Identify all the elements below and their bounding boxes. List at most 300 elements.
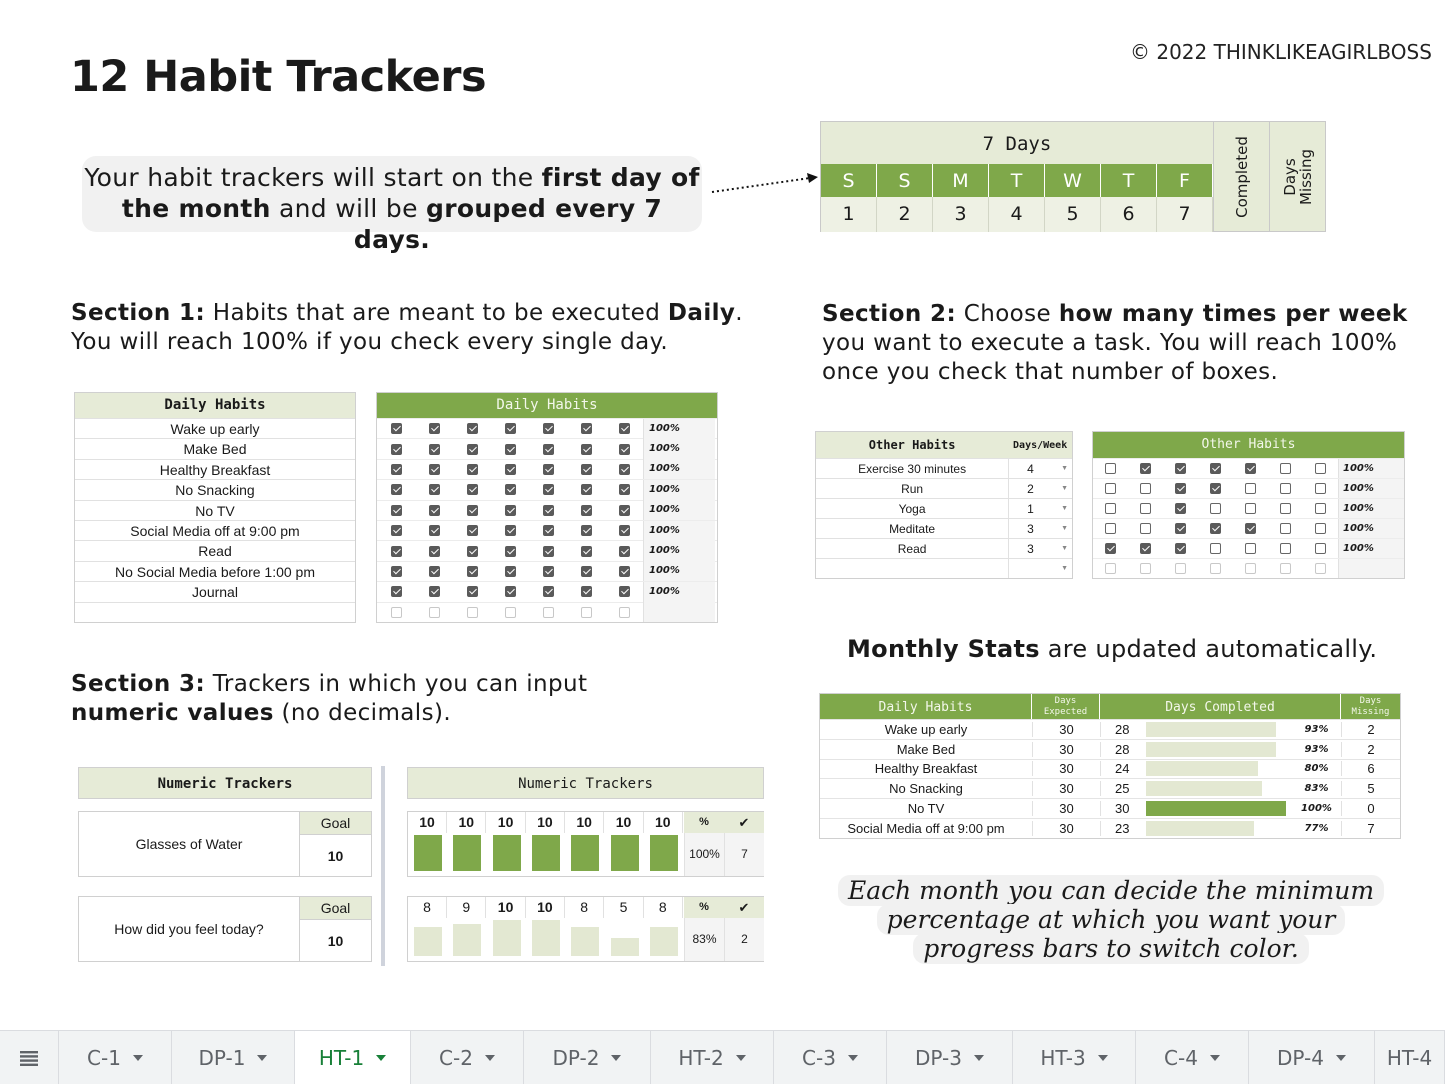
other-habit-checkbox[interactable] (1175, 463, 1186, 474)
habit-checkbox[interactable] (391, 444, 402, 455)
other-habit-checkbox[interactable] (1140, 503, 1151, 514)
other-habit-checkbox[interactable] (1280, 523, 1291, 534)
check-header: ✔ (724, 897, 764, 918)
habit-percent: 100% (643, 480, 715, 500)
habit-checkbox[interactable] (429, 505, 440, 516)
other-habit-percent: 100% (1338, 479, 1404, 498)
habit-checkbox[interactable] (581, 525, 592, 536)
goal-label: Goal (299, 812, 371, 834)
numeric-bar (571, 927, 599, 956)
other-checkbox-row (1093, 478, 1404, 498)
other-habit-checkbox[interactable] (1280, 483, 1291, 494)
numeric-value-input[interactable]: 9 (447, 897, 486, 918)
stats-percent: 93% (1304, 723, 1329, 735)
other-habit-checkbox[interactable] (1280, 503, 1291, 514)
other-habit-checkbox[interactable] (1175, 503, 1186, 514)
stats-completed: 23 (1100, 821, 1146, 836)
numeric-value-input[interactable]: 8 (408, 897, 447, 918)
habit-checkbox-row (377, 479, 717, 499)
habit-checkbox-row (377, 540, 717, 560)
sheet-tab-dp-3[interactable] (887, 1031, 1013, 1084)
numeric-trackers-grid (407, 767, 764, 946)
other-habit-checkbox[interactable] (1210, 563, 1221, 574)
habit-checkbox[interactable] (505, 566, 516, 577)
habit-checkbox[interactable] (543, 525, 554, 536)
other-habit-checkbox[interactable] (1140, 463, 1151, 474)
section-3-label: Section 3: (71, 671, 206, 697)
habit-checkbox[interactable] (429, 525, 440, 536)
other-habit-checkbox[interactable] (1175, 543, 1186, 554)
numeric-bar (611, 938, 639, 956)
other-habit-checkbox[interactable] (1210, 483, 1221, 494)
sheet-tab-label: C-1 (87, 1046, 121, 1070)
numeric-value-input[interactable]: 10 (644, 812, 683, 833)
other-habit-checkbox[interactable] (1210, 503, 1221, 514)
habit-checkbox[interactable] (505, 607, 516, 618)
section-1-bold: Daily (667, 300, 736, 326)
habit-checkbox[interactable] (429, 484, 440, 495)
percent-header: % (684, 812, 724, 833)
numeric-value-input[interactable]: 10 (408, 812, 447, 833)
days-per-week-select[interactable] (1008, 539, 1072, 558)
habit-checkbox[interactable] (467, 505, 478, 516)
numeric-percent: 100% (684, 833, 724, 876)
stats-row (820, 778, 1400, 798)
page-title: 12 Habit Trackers (70, 52, 487, 102)
stats-expected: 30 (1032, 821, 1100, 836)
habit-checkbox[interactable] (505, 505, 516, 516)
other-habit-checkbox[interactable] (1245, 523, 1256, 534)
habit-checkbox[interactable] (619, 423, 630, 434)
numeric-bar (414, 835, 442, 871)
progress-bar-fill (1146, 761, 1258, 776)
sheet-tab-c-4[interactable] (1136, 1031, 1249, 1084)
stats-habit-name: Wake up early (884, 721, 968, 737)
numeric-value-input[interactable]: 10 (487, 812, 526, 833)
other-habit-checkbox[interactable] (1105, 463, 1116, 474)
habit-row: Read (75, 540, 355, 560)
other-habit-row (816, 458, 1072, 478)
numeric-tracker-name: How did you feel today? (114, 921, 264, 937)
stats-completed: 28 (1100, 742, 1146, 757)
habit-checkbox[interactable] (429, 444, 440, 455)
weekday-cell: F (1157, 164, 1213, 197)
sheet-tab-ht-2[interactable] (651, 1031, 774, 1084)
other-habit-checkbox[interactable] (1315, 463, 1326, 474)
tab-dropdown-icon[interactable] (1098, 1055, 1108, 1061)
progress-track (1146, 742, 1292, 757)
stats-completed: 28 (1100, 722, 1146, 737)
habit-row: No Social Media before 1:00 pm (75, 561, 355, 581)
other-habit-checkbox[interactable] (1245, 543, 1256, 554)
stats-percent: 93% (1304, 743, 1329, 755)
other-habit-row (816, 518, 1072, 538)
section-3-description (71, 670, 631, 728)
sheet-tab-label: HT-4 (1386, 1046, 1433, 1070)
habit-checkbox[interactable] (505, 525, 516, 536)
dropdown-caret-icon: ▼ (1061, 545, 1068, 552)
other-checkbox-row (1093, 518, 1404, 538)
other-habit-checkbox[interactable] (1105, 503, 1116, 514)
numeric-value-input[interactable]: 10 (487, 897, 526, 918)
habit-checkbox[interactable] (391, 607, 402, 618)
stats-expected: 30 (1032, 722, 1100, 737)
sheet-tab-ht-4[interactable] (1375, 1031, 1445, 1084)
habit-row: No TV (75, 500, 355, 520)
habit-checkbox[interactable] (581, 484, 592, 495)
progress-color-note (835, 876, 1387, 963)
intro-bold-1: first day of the month (121, 163, 700, 223)
stats-expected: 30 (1032, 761, 1100, 776)
habit-checkbox[interactable] (581, 546, 592, 557)
other-grid-header: Other Habits (1093, 432, 1404, 458)
sheet-tab-label: HT-1 (318, 1046, 365, 1070)
habit-checkbox[interactable] (619, 444, 630, 455)
numeric-grid-header: Numeric Trackers (407, 767, 764, 799)
habit-checkbox[interactable] (429, 423, 440, 434)
numeric-value-input[interactable]: 8 (644, 897, 683, 918)
numeric-bar (650, 835, 678, 871)
habit-checkbox-row (377, 520, 717, 540)
numeric-value-input[interactable]: 10 (526, 897, 565, 918)
habit-checkbox-row (377, 459, 717, 479)
other-habit-checkbox[interactable] (1245, 463, 1256, 474)
habit-checkbox[interactable] (581, 566, 592, 577)
progress-bar-fill (1146, 722, 1276, 737)
dropdown-caret-icon: ▼ (1061, 505, 1068, 512)
habit-checkbox[interactable] (543, 423, 554, 434)
habit-checkbox[interactable] (391, 464, 402, 475)
other-habit-checkbox[interactable] (1105, 543, 1116, 554)
habit-checkbox[interactable] (619, 484, 630, 495)
habit-checkbox[interactable] (543, 464, 554, 475)
sheet-tab-label: DP-3 (915, 1046, 962, 1070)
days-per-week-select[interactable] (1008, 519, 1072, 538)
habit-checkbox[interactable] (505, 484, 516, 495)
sheet-tab-dp-1[interactable] (172, 1031, 295, 1084)
habit-percent (643, 602, 715, 622)
numeric-bar (571, 835, 599, 871)
habit-row: No Snacking (75, 479, 355, 499)
sheet-tab-c-3[interactable] (774, 1031, 887, 1084)
other-habit-name: Read (897, 541, 927, 556)
tab-dropdown-icon[interactable] (611, 1055, 621, 1061)
other-habit-checkbox[interactable] (1210, 543, 1221, 554)
other-habit-checkbox[interactable] (1140, 543, 1151, 554)
numeric-value-input[interactable]: 8 (565, 897, 604, 918)
sheet-tab-ht-3[interactable] (1013, 1031, 1136, 1084)
tab-dropdown-icon[interactable] (133, 1055, 143, 1061)
tab-dropdown-icon[interactable] (736, 1055, 746, 1061)
section-2-bold: how many times per week (1058, 301, 1408, 327)
stats-completed: 30 (1100, 801, 1146, 816)
days-per-week-value: 2 (1027, 481, 1034, 496)
progress-bar-fill (1146, 781, 1262, 796)
numeric-count: 7 (724, 833, 764, 876)
habit-checkbox[interactable] (543, 566, 554, 577)
week-title: 7 Days (982, 133, 1052, 155)
other-habit-checkbox[interactable] (1315, 523, 1326, 534)
habit-checkbox[interactable] (391, 586, 402, 597)
habit-checkbox[interactable] (467, 423, 478, 434)
other-habit-checkbox[interactable] (1140, 523, 1151, 534)
other-habit-checkbox[interactable] (1105, 483, 1116, 494)
stats-missing: 2 (1341, 742, 1400, 757)
habit-checkbox[interactable] (581, 505, 592, 516)
habit-percent: 100% (643, 541, 715, 561)
habit-checkbox[interactable] (543, 484, 554, 495)
monthly-stats-table (819, 693, 1401, 839)
habit-percent: 100% (643, 419, 715, 439)
stats-completed-header: Days Completed (1100, 694, 1341, 719)
other-habit-row (816, 538, 1072, 558)
percent-header: % (684, 897, 724, 918)
stats-expected: 30 (1032, 781, 1100, 796)
intro-text-1: Your habit trackers will start on the (84, 163, 542, 192)
stats-habit-name: Healthy Breakfast (874, 761, 978, 777)
other-habit-name: Run (901, 481, 924, 496)
other-habit-checkbox[interactable] (1280, 543, 1291, 554)
other-habit-checkbox[interactable] (1315, 543, 1326, 554)
other-habit-checkbox[interactable] (1175, 523, 1186, 534)
other-habit-checkbox[interactable] (1140, 483, 1151, 494)
other-habit-checkbox[interactable] (1280, 463, 1291, 474)
numeric-bar (453, 835, 481, 871)
stats-expected: 30 (1032, 742, 1100, 757)
habit-checkbox[interactable] (505, 444, 516, 455)
other-habit-row (816, 498, 1072, 518)
completed-label: Completed (1232, 136, 1251, 218)
stats-missing: 2 (1341, 722, 1400, 737)
habit-percent: 100% (643, 561, 715, 581)
other-habit-checkbox[interactable] (1315, 483, 1326, 494)
habit-checkbox[interactable] (505, 464, 516, 475)
weekday-cell: M (933, 164, 989, 197)
numeric-bar (611, 835, 639, 871)
dotted-arrow-icon (710, 168, 820, 196)
stats-habit-name: Social Media off at 9:00 pm (847, 820, 1005, 836)
habit-checkbox[interactable] (467, 484, 478, 495)
sheet-tab-label: C-4 (1164, 1046, 1198, 1070)
habit-checkbox[interactable] (543, 607, 554, 618)
numeric-value-input[interactable]: 10 (605, 812, 644, 833)
habit-checkbox[interactable] (581, 444, 592, 455)
day-number-cell: 6 (1101, 197, 1157, 232)
days-per-week-select[interactable] (1008, 459, 1072, 478)
sheet-tab-ht-1[interactable] (295, 1031, 411, 1084)
habit-checkbox[interactable] (391, 525, 402, 536)
other-habit-name: Yoga (898, 501, 926, 516)
other-habit-checkbox[interactable] (1280, 563, 1291, 574)
numeric-value-input[interactable]: 5 (605, 897, 644, 918)
sheet-tab-c-1[interactable] (59, 1031, 172, 1084)
days-per-week-value: 4 (1027, 461, 1034, 476)
numeric-value-input[interactable]: 10 (447, 812, 486, 833)
habit-checkbox[interactable] (543, 546, 554, 557)
check-header: ✔ (724, 812, 764, 833)
days-per-week-select[interactable] (1008, 559, 1072, 578)
stats-row (820, 719, 1400, 739)
daily-habits-header: Daily Habits (75, 393, 355, 418)
progress-bar-fill (1146, 742, 1276, 757)
habit-checkbox[interactable] (505, 586, 516, 597)
stats-percent: 80% (1304, 763, 1329, 775)
section-2-text: Choose (956, 301, 1059, 327)
weekday-cell: T (989, 164, 1045, 197)
progress-track (1146, 722, 1292, 737)
habit-checkbox[interactable] (619, 586, 630, 597)
numeric-bar (493, 835, 521, 871)
stats-missing-header: Days Missing (1351, 696, 1390, 717)
habit-checkbox[interactable] (505, 423, 516, 434)
other-checkbox-row (1093, 558, 1404, 578)
other-habit-checkbox[interactable] (1245, 503, 1256, 514)
habit-checkbox[interactable] (581, 586, 592, 597)
sheet-tab-dp-2[interactable] (524, 1031, 651, 1084)
habit-checkbox[interactable] (467, 546, 478, 557)
other-checkbox-row (1093, 458, 1404, 478)
stats-row (820, 798, 1400, 818)
habit-checkbox[interactable] (467, 444, 478, 455)
tab-dropdown-icon[interactable] (974, 1055, 984, 1061)
day-number-cell: 4 (989, 197, 1045, 232)
numeric-value-input[interactable]: 10 (526, 812, 565, 833)
other-checkbox-row (1093, 498, 1404, 518)
habit-checkbox[interactable] (391, 423, 402, 434)
days-per-week-select[interactable] (1008, 479, 1072, 498)
dropdown-caret-icon: ▼ (1061, 485, 1068, 492)
tab-dropdown-icon[interactable] (485, 1055, 495, 1061)
habit-checkbox[interactable] (429, 586, 440, 597)
habit-checkbox[interactable] (619, 525, 630, 536)
stats-expected: 30 (1032, 801, 1100, 816)
other-habit-checkbox[interactable] (1315, 563, 1326, 574)
section-2-text-2: you want to execute a task. You will reach 100% once you check that number of boxes. (822, 330, 1398, 385)
days-per-week-select[interactable] (1008, 499, 1072, 518)
stats-completed: 24 (1100, 761, 1146, 776)
section-2-label: Section 2: (822, 301, 957, 327)
habit-percent: 100% (643, 439, 715, 459)
numeric-value-input[interactable]: 10 (565, 812, 604, 833)
goal-value-input[interactable]: 10 (299, 834, 371, 876)
tab-dropdown-icon[interactable] (1336, 1055, 1346, 1061)
habit-checkbox[interactable] (619, 566, 630, 577)
section-1-label: Section 1: (71, 300, 206, 326)
habit-checkbox[interactable] (543, 444, 554, 455)
other-habit-checkbox[interactable] (1140, 563, 1151, 574)
habit-checkbox[interactable] (391, 566, 402, 577)
other-habit-checkbox[interactable] (1315, 503, 1326, 514)
habit-checkbox[interactable] (467, 586, 478, 597)
other-habit-checkbox[interactable] (1245, 563, 1256, 574)
habit-checkbox-row (377, 438, 717, 458)
days-per-week-value: 3 (1027, 521, 1034, 536)
days-per-week-value: 3 (1027, 541, 1034, 556)
day-number-cell: 5 (1045, 197, 1101, 232)
habit-checkbox[interactable] (619, 546, 630, 557)
stats-row (820, 739, 1400, 759)
other-habit-checkbox[interactable] (1105, 523, 1116, 534)
other-habit-checkbox[interactable] (1105, 563, 1116, 574)
habit-checkbox[interactable] (619, 464, 630, 475)
habit-checkbox-row (377, 581, 717, 601)
monthly-stats-text: are updated automatically. (1039, 635, 1378, 663)
progress-track (1146, 781, 1292, 796)
other-habits-list (815, 431, 1073, 579)
habit-checkbox[interactable] (391, 505, 402, 516)
habit-checkbox[interactable] (429, 464, 440, 475)
other-habit-percent: 100% (1338, 459, 1404, 478)
numeric-tracker-grid (407, 896, 764, 962)
sheet-tab-bar (0, 1030, 1445, 1084)
section-1-description (71, 299, 771, 357)
habit-checkbox[interactable] (467, 566, 478, 577)
other-habit-checkbox[interactable] (1210, 463, 1221, 474)
progress-bar-fill (1146, 821, 1254, 836)
habit-checkbox-row (377, 500, 717, 520)
tab-dropdown-icon[interactable] (376, 1055, 386, 1061)
daily-grid-header: Daily Habits (377, 393, 717, 418)
goal-value-input[interactable]: 10 (299, 919, 371, 961)
other-habits-header: Other Habits (868, 438, 956, 452)
habit-checkbox[interactable] (467, 525, 478, 536)
habit-checkbox[interactable] (619, 607, 630, 618)
habit-checkbox[interactable] (467, 464, 478, 475)
habit-checkbox[interactable] (581, 423, 592, 434)
numeric-trackers-list (78, 767, 372, 949)
copyright-text: © 2022 THINKLIKEAGIRLBOSS (1130, 40, 1432, 64)
tab-dropdown-icon[interactable] (848, 1055, 858, 1061)
habit-checkbox[interactable] (619, 505, 630, 516)
habit-checkbox[interactable] (581, 607, 592, 618)
goal-label: Goal (299, 897, 371, 919)
habit-checkbox[interactable] (391, 546, 402, 557)
weekday-cell: T (1101, 164, 1157, 197)
tab-dropdown-icon[interactable] (1210, 1055, 1220, 1061)
habit-checkbox[interactable] (543, 505, 554, 516)
other-habit-checkbox[interactable] (1175, 563, 1186, 574)
stats-missing: 0 (1341, 801, 1400, 816)
sheet-tab-label: DP-1 (198, 1046, 246, 1070)
habit-checkbox[interactable] (429, 607, 440, 618)
other-habit-checkbox[interactable] (1175, 483, 1186, 494)
other-habit-checkbox[interactable] (1245, 483, 1256, 494)
habit-checkbox[interactable] (429, 546, 440, 557)
day-number-cell: 1 (821, 197, 877, 232)
other-habit-row (816, 478, 1072, 498)
tab-dropdown-icon[interactable] (257, 1055, 267, 1061)
habit-checkbox[interactable] (391, 484, 402, 495)
dropdown-caret-icon: ▼ (1061, 525, 1068, 532)
sheet-tab-dp-4[interactable] (1249, 1031, 1375, 1084)
all-sheets-button[interactable] (0, 1031, 59, 1084)
menu-icon (19, 1049, 39, 1067)
stats-missing: 5 (1341, 781, 1400, 796)
section-1-text: Habits that are meant to be executed (205, 300, 668, 326)
stats-percent: 100% (1301, 803, 1332, 815)
numeric-percent: 83% (684, 918, 724, 961)
other-habit-checkbox[interactable] (1210, 523, 1221, 534)
sheet-tab-c-2[interactable] (411, 1031, 524, 1084)
habit-row: Wake up early (75, 418, 355, 438)
habit-checkbox[interactable] (429, 566, 440, 577)
habit-checkbox[interactable] (581, 464, 592, 475)
habit-checkbox[interactable] (543, 586, 554, 597)
stats-habits-header: Daily Habits (820, 694, 1032, 719)
habit-checkbox[interactable] (467, 607, 478, 618)
habit-row (75, 602, 355, 622)
habit-checkbox[interactable] (505, 546, 516, 557)
